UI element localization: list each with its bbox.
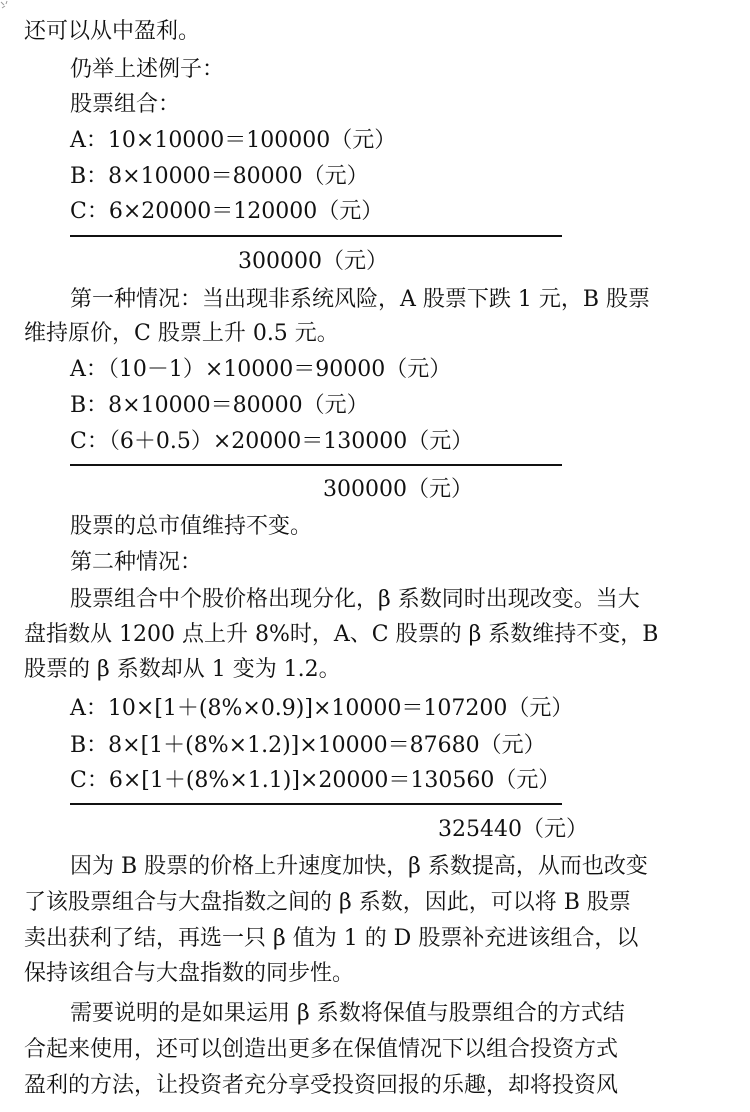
text-line: 第二种情况： xyxy=(70,550,203,575)
text-line: 股票的 β 系数却从 1 变为 1.2。 xyxy=(24,657,341,682)
text-line: 因为 B 股票的价格上升速度加快，β 系数提高，从而也改变 xyxy=(70,854,648,879)
sum-rule xyxy=(70,464,562,466)
calculation-total: 300000（元） xyxy=(323,477,473,502)
text-line: 维持原价，C 股票上升 0.5 元。 xyxy=(24,321,339,346)
calculation-total: 325440（元） xyxy=(438,817,588,842)
calculation-line: B：8×10000＝80000（元） xyxy=(70,393,369,418)
text-line: 卖出获利了结，再选一只 β 值为 1 的 D 股票补充进该组合，以 xyxy=(24,926,639,951)
calculation-total: 300000（元） xyxy=(238,249,388,274)
sum-rule xyxy=(70,803,562,805)
sum-rule xyxy=(70,235,562,237)
calculation-line: C：（6＋0.5）×20000＝130000（元） xyxy=(70,429,474,454)
text-line: 还可以从中盈利。 xyxy=(24,19,201,44)
text-line: 保持该组合与大盘指数的同步性。 xyxy=(24,961,355,986)
calculation-line: A：（10－1）×10000＝90000（元） xyxy=(70,357,452,382)
calculation-line: C：6×20000＝120000（元） xyxy=(70,199,384,224)
text-line: 合起来使用，还可以创造出更多在保值情况下以组合投资方式 xyxy=(24,1037,619,1062)
calculation-line: B：8×[1＋(8%×1.2)]×10000＝87680（元） xyxy=(70,733,546,758)
text-line: 股票组合： xyxy=(70,92,181,117)
text-line: 需要说明的是如果运用 β 系数将保值与股票组合的方式结 xyxy=(70,1001,625,1026)
text-line: 股票的总市值维持不变。 xyxy=(70,514,313,539)
text-line: 盈利的方法，让投资者充分享受投资回报的乐趣，却将投资风 xyxy=(24,1073,619,1098)
calculation-line: A：10×[1＋(8%×0.9)]×10000＝107200（元） xyxy=(70,696,574,721)
scan-artifact-icon xyxy=(0,0,16,16)
calculation-line: A：10×10000＝100000（元） xyxy=(70,128,397,153)
text-line: 盘指数从 1200 点上升 8%时，A、C 股票的 β 系数维持不变，B xyxy=(24,622,659,647)
calculation-line: C：6×[1＋(8%×1.1)]×20000＝130560（元） xyxy=(70,768,561,793)
text-line: 仍举上述例子： xyxy=(70,57,225,82)
calculation-line: B：8×10000＝80000（元） xyxy=(70,164,369,189)
text-line: 了该股票组合与大盘指数之间的 β 系数，因此，可以将 B 股票 xyxy=(24,890,631,915)
text-line: 股票组合中个股价格出现分化，β 系数同时出现改变。当大 xyxy=(70,587,640,612)
text-line: 第一种情况：当出现非系统风险，A 股票下跌 1 元，B 股票 xyxy=(70,287,651,312)
